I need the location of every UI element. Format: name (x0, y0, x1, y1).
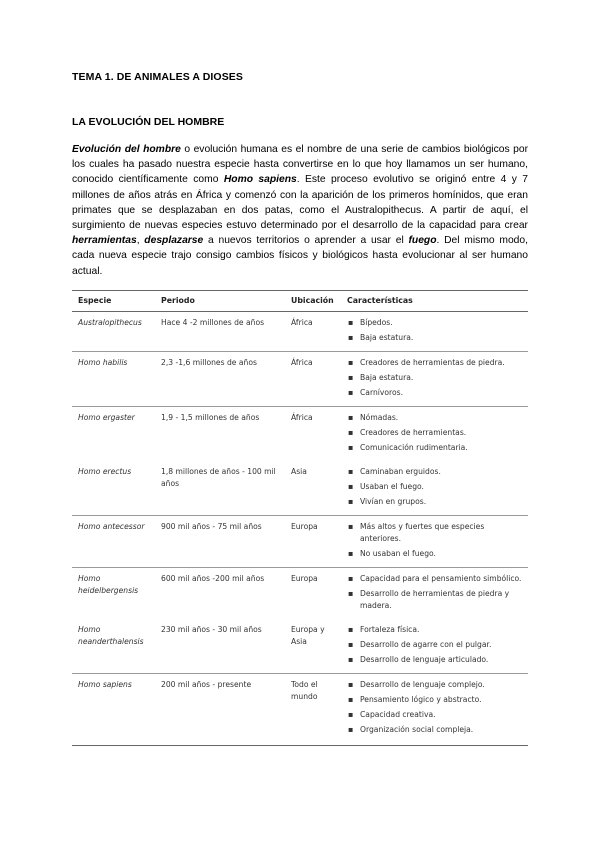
cell-ubicacion: África (291, 318, 313, 327)
cell-periodo: Hace 4 -2 millones de años (161, 318, 265, 327)
cell-ubicacion: Todo el mundo (285, 674, 341, 746)
feature-item: ▪ Caminaban erguidos. (347, 466, 524, 478)
feature-list (347, 521, 524, 560)
feature-item: ▪ Carnívoros. (347, 387, 524, 399)
feature-item: ▪ Creadores de herramientas. (347, 427, 524, 439)
paragraph-text: o evolución humana es el nombre de una serie de cambios biológicos por los cuales ha pasado nuestra especie hasta convertirse en lo que hoy llamamos un ser humano, conocido científicamente como (72, 144, 529, 186)
term-homo-sapiens: Homo sapiens (223, 174, 297, 186)
cell-periodo: 230 mil años - 30 mil años (161, 625, 262, 634)
cell-ubicacion: Asia (291, 467, 307, 476)
feature-list (347, 679, 524, 736)
feature-item: ▪ Más altos y fuertes que especies anteriores. (347, 521, 524, 545)
cell-caracteristicas (341, 674, 528, 746)
feature-item: ▪ Capacidad creativa. (347, 709, 524, 721)
cell-periodo: 900 mil años - 75 mil años (155, 516, 285, 568)
cell-caracteristicas (341, 407, 528, 462)
term-fuego: fuego (408, 235, 437, 247)
paragraph-text: a nuevos territorios o aprender a usar el (203, 235, 409, 247)
table-row (72, 516, 528, 568)
cell-caracteristicas (341, 516, 528, 568)
tema-title: TEMA 1. DE ANIMALES A DIOSES (72, 71, 244, 83)
feature-list (347, 573, 524, 612)
header-ubicacion: Ubicación (285, 291, 341, 312)
term-desplazarse: desplazarse (144, 235, 204, 247)
term-herramientas: herramientas (72, 235, 137, 247)
table-row (72, 674, 528, 746)
cell-caracteristicas (341, 461, 528, 516)
cell-ubicacion: África (285, 352, 341, 407)
feature-item: ▪ Creadores de herramientas de piedra. (347, 357, 524, 369)
feature-item: ▪ Vivían en grupos. (347, 496, 524, 508)
table-row (72, 461, 528, 516)
cell-periodo: 600 mil años -200 mil años (155, 568, 285, 620)
table-row (72, 352, 528, 407)
feature-list (347, 466, 524, 508)
cell-especie: Homo neanderthalensis (78, 625, 144, 646)
feature-item: ▪ Desarrollo de agarre con el pulgar. (347, 639, 524, 651)
feature-list (347, 357, 524, 399)
feature-item: ▪ Desarrollo de lenguaje complejo. (347, 679, 524, 691)
feature-item: ▪ Pensamiento lógico y abstracto. (347, 694, 524, 706)
cell-ubicacion: África (285, 407, 341, 462)
cell-especie: Homo ergaster (72, 407, 155, 462)
cell-ubicacion: Europa y Asia (291, 625, 325, 646)
section-title: LA EVOLUCIÓN DEL HOMBRE (72, 116, 225, 128)
table-header-row (72, 291, 528, 312)
feature-item: ▪ Bípedos. (347, 317, 524, 329)
paragraph-text: , (136, 235, 145, 247)
feature-item: ▪ Desarrollo de lenguaje articulado. (347, 654, 524, 666)
cell-especie: Homo antecessor (72, 516, 155, 568)
cell-caracteristicas (341, 619, 528, 674)
feature-list (347, 624, 524, 666)
feature-item: ▪ Baja estatura. (347, 372, 524, 384)
cell-ubicacion: Europa (285, 568, 341, 620)
feature-item: ▪ Capacidad para el pensamiento simbólico. (347, 573, 524, 585)
cell-especie: Homo heidelbergensis (72, 568, 155, 620)
cell-periodo: 200 mil años - presente (155, 674, 285, 746)
feature-item: ▪ Baja estatura. (347, 332, 524, 344)
species-table (72, 290, 528, 746)
feature-item: ▪ Nómadas. (347, 412, 524, 424)
feature-item: ▪ Comunicación rudimentaria. (347, 442, 524, 454)
table-body (72, 312, 528, 746)
table-row (72, 312, 528, 352)
feature-item: ▪ Desarrollo de herramientas de piedra y madera. (347, 588, 524, 612)
intro-paragraph (72, 142, 528, 279)
cell-especie: Homo sapiens (72, 674, 155, 746)
cell-especie: Australopithecus (78, 318, 142, 327)
header-periodo: Periodo (155, 291, 285, 312)
paragraph-text: . Del mismo modo, cada nueva especie trajo consigo cambios físicos y biológicos hasta evolucionar al ser humano actual. (72, 235, 528, 277)
term-evolucion: Evolución del hombre (72, 144, 181, 155)
cell-caracteristicas (341, 312, 528, 352)
table-row (72, 407, 528, 462)
paragraph-text: . Este proceso evolutivo se originó entre 4 y 7 millones de años atrás en África y comenzó con la aparición de los primeros homínidos, que eran primates que se desplazaban en dos patas, como el Australopithecus. A partir de aquí, el surgimiento de nuevas especies estuvo determinado por el desarrollo de la capacidad para crear (72, 174, 528, 232)
cell-caracteristicas (341, 568, 528, 620)
cell-especie: Homo habilis (72, 352, 155, 407)
header-especie: Especie (72, 291, 155, 312)
feature-item: ▪ No usaban el fuego. (347, 548, 524, 560)
feature-list (347, 317, 524, 344)
cell-especie: Homo erectus (78, 467, 132, 476)
feature-item: ▪ Usaban el fuego. (347, 481, 524, 493)
cell-periodo: 2,3 -1,6 millones de años (155, 352, 285, 407)
table-row (72, 568, 528, 620)
cell-periodo: 1,8 millones de años - 100 mil años (161, 467, 276, 488)
feature-list (347, 412, 524, 454)
cell-ubicacion: Europa (285, 516, 341, 568)
cell-periodo: 1,9 - 1,5 millones de años (155, 407, 285, 462)
table-row (72, 619, 528, 674)
cell-caracteristicas (341, 352, 528, 407)
feature-item: ▪ Organización social compleja. (347, 724, 524, 736)
header-caracteristicas: Características (341, 291, 528, 312)
feature-item: ▪ Fortaleza física. (347, 624, 524, 636)
